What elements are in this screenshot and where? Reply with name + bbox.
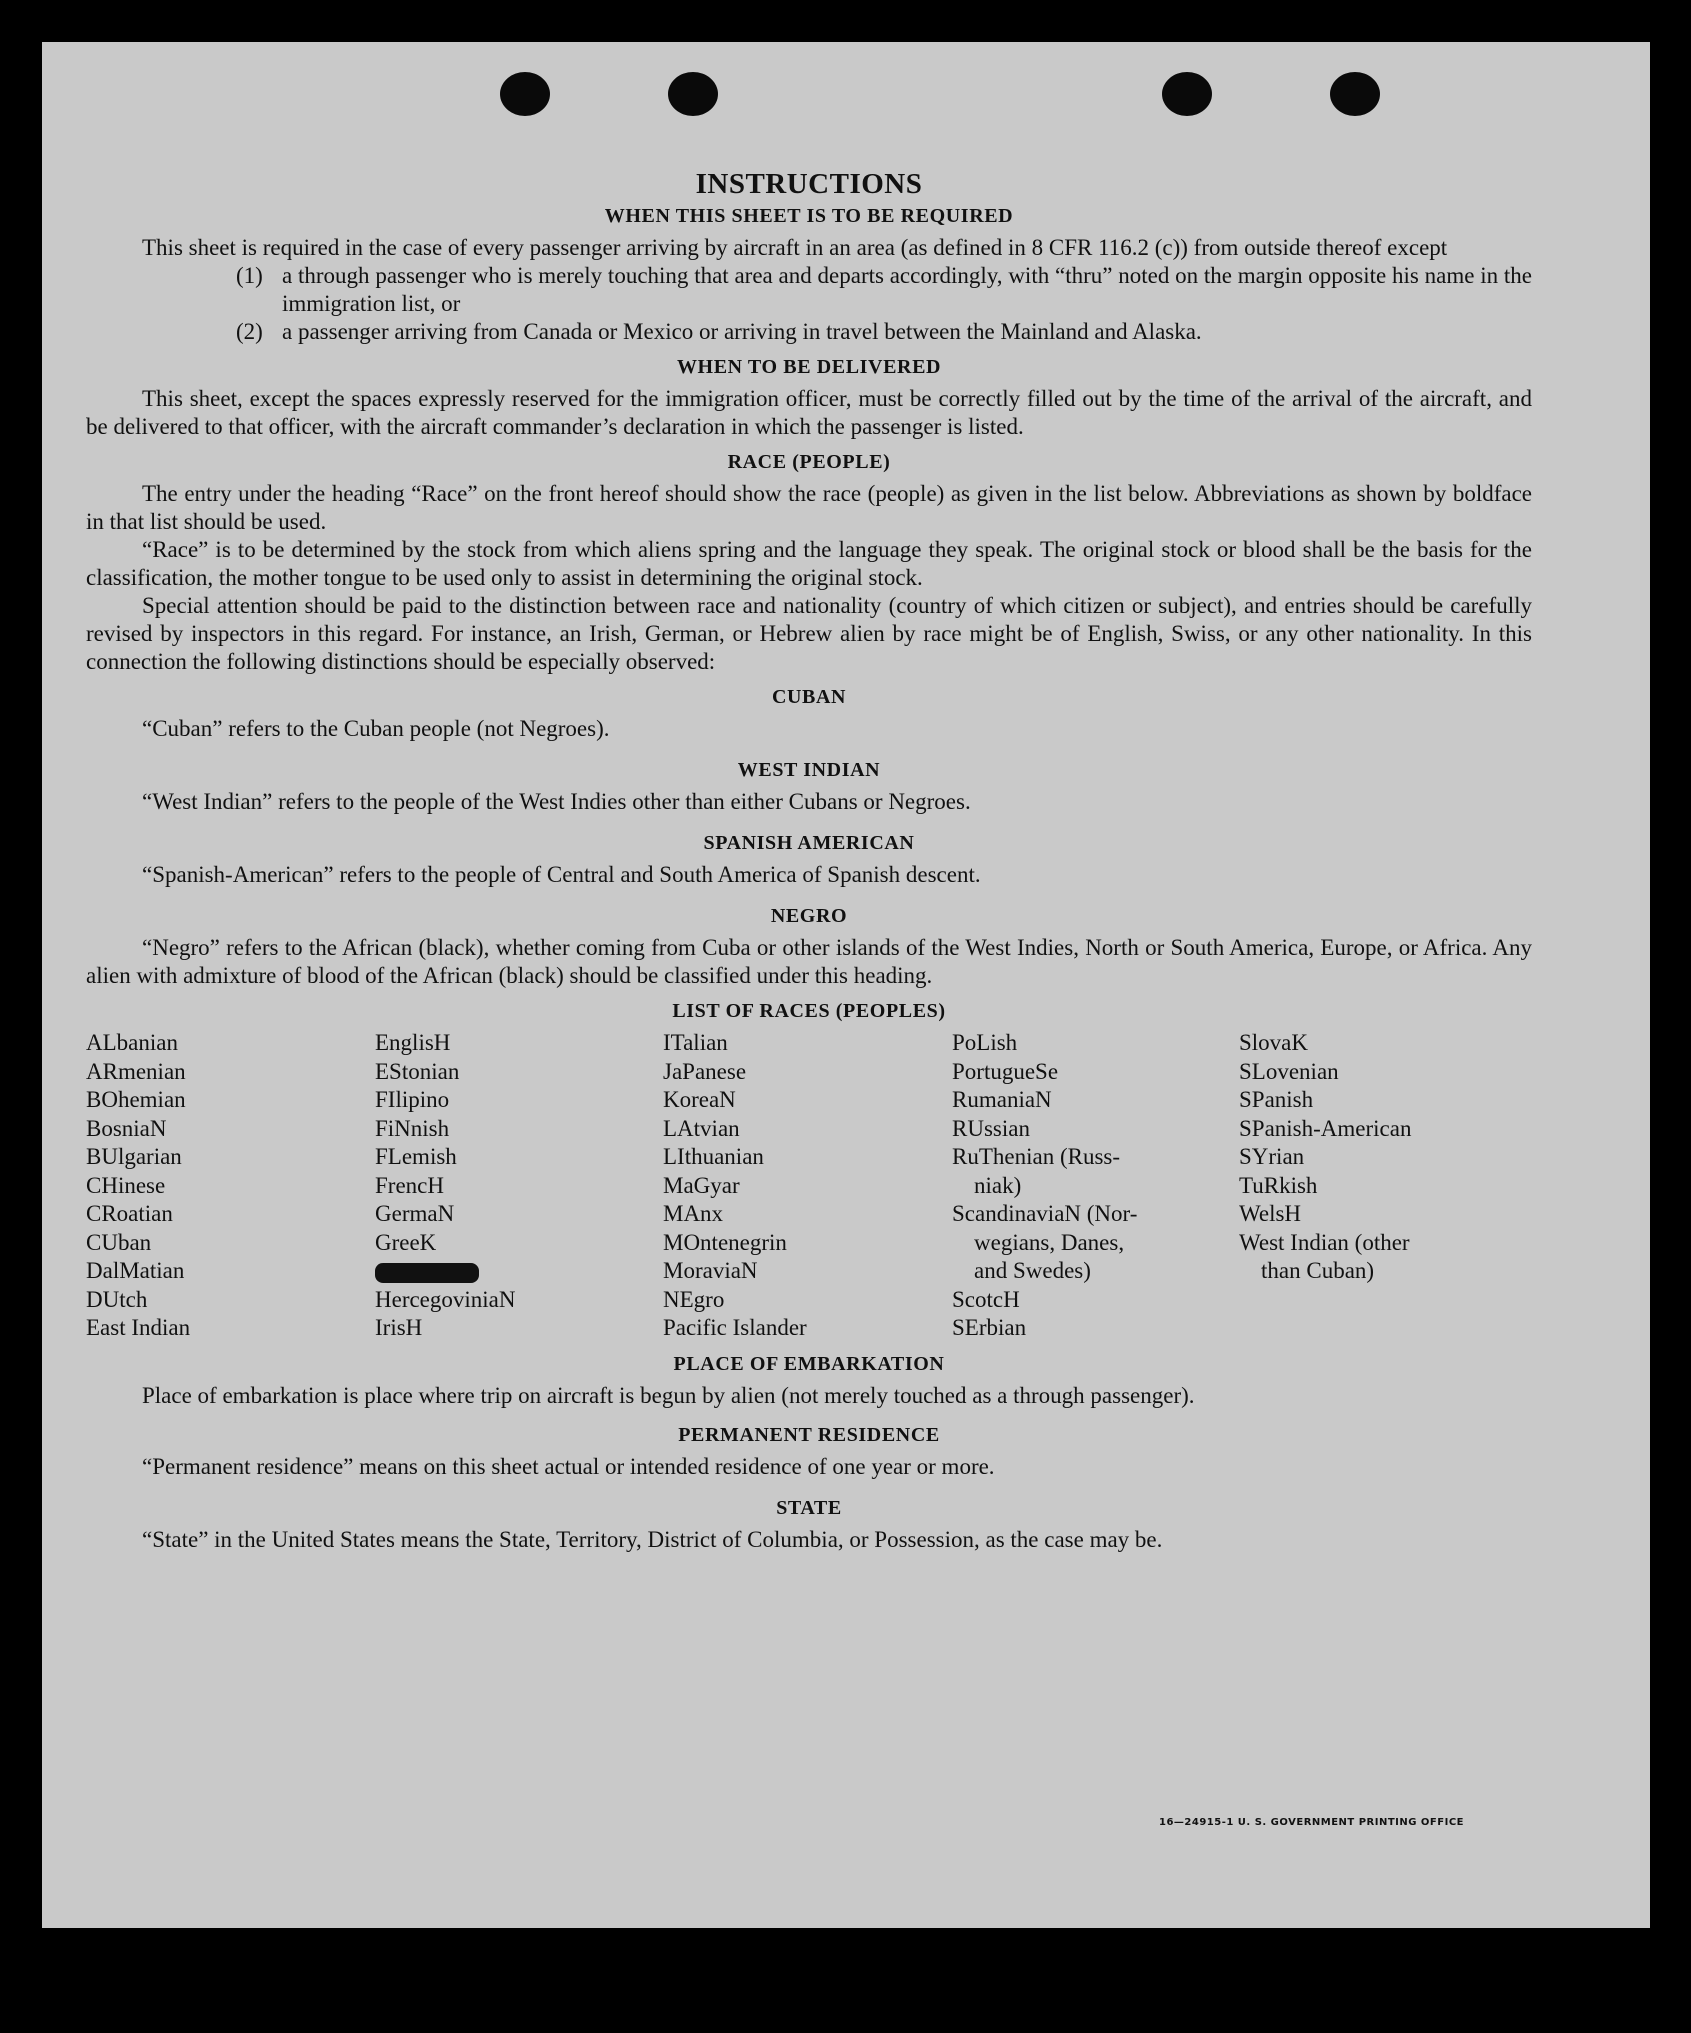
race-entry: ScotcH — [952, 1286, 1020, 1312]
race-entry: MOntenegrin — [663, 1229, 787, 1255]
race-entry: SLovenian — [1239, 1058, 1339, 1084]
race-entry: FLemish — [375, 1144, 457, 1169]
item-text: a through passenger who is merely touching that area and departs accordingly, with “thru” noted on the margin opposite his name in the immigration list, or — [282, 263, 1532, 316]
races-group — [952, 1286, 1239, 1343]
race-entry: niak) — [974, 1172, 1022, 1198]
race-entry: BUlgarian — [86, 1144, 182, 1169]
races-column — [86, 1029, 375, 1343]
paragraph-state: “State” in the United States means the State, Territory, District of Columbia, or Possession, as the case may be. — [142, 1526, 1163, 1552]
races-column — [952, 1029, 1239, 1343]
race-entry: EStonian — [375, 1058, 460, 1084]
paragraph-required: This sheet is required in the case of every passenger arriving by aircraft in an area (as defined in 8 CFR 116.2 (c)) from outside thereof except — [142, 235, 1448, 260]
heading-west-indian: WEST INDIAN — [737, 759, 881, 781]
race-entry: LIthuanian — [663, 1144, 764, 1169]
punch-hole — [1162, 72, 1212, 116]
race-entry: NEgro — [663, 1286, 725, 1312]
race-entry: WelsH — [1239, 1201, 1302, 1226]
race-entry: ARmenian — [86, 1058, 186, 1084]
redacted-entry — [375, 1257, 663, 1286]
races-group — [952, 1029, 1239, 1172]
heading-negro: NEGRO — [770, 905, 848, 927]
race-entry: LAtvian — [663, 1115, 740, 1141]
heading-embarkation: PLACE OF EMBARKATION — [673, 1352, 945, 1375]
paragraph-race-2: “Race” is to be determined by the stock from which aliens spring and the language they speak. The original stock or blood shall be the basis for the classification, the mother tongue to be used only to assist in determining the original stock. — [86, 537, 1532, 590]
race-entry: MaGyar — [663, 1172, 740, 1198]
race-entry: EnglisH — [375, 1030, 451, 1055]
race-entry: TuRkish — [1239, 1172, 1318, 1198]
race-entry: ALbanian — [86, 1030, 178, 1055]
race-entry: CRoatian — [86, 1201, 173, 1226]
paragraph-west-indian: “West Indian” refers to the people of the West Indies other than either Cubans or Negroes. — [142, 789, 971, 814]
race-entry: and Swedes) — [974, 1258, 1091, 1283]
race-entry: SPanish — [1239, 1087, 1314, 1112]
races-column — [1239, 1029, 1532, 1343]
race-entry: PoLish — [952, 1030, 1018, 1055]
list-item — [86, 262, 1532, 318]
race-entry: FIlipino — [375, 1087, 450, 1112]
races-group — [375, 1029, 663, 1257]
item-text: a passenger arriving from Canada or Mexico or arriving in travel between the Mainland and Alaska. — [282, 319, 1202, 344]
race-entry: DalMatian — [86, 1258, 185, 1283]
paragraph-race-3: Special attention should be paid to the distinction between race and nationality (country of which citizen or subject), and entries should be carefully revised by inspectors in this regard. For instance, an Irish, German, or Hebrew alien by race might be of English, Swiss, or any other nationality. In this connection the following distinctions should be especially observed: — [86, 593, 1532, 674]
race-entry: SPanish-American — [1239, 1115, 1412, 1141]
document-sheet — [42, 42, 1650, 1928]
race-entry: CUban — [86, 1229, 152, 1255]
races-column — [375, 1029, 663, 1343]
item-number: (2) — [236, 319, 263, 344]
heading-when-delivered: WHEN TO BE DELIVERED — [676, 356, 942, 378]
race-entry: East Indian — [86, 1315, 191, 1340]
heading-list-of-races: LIST OF RACES (PEOPLES) — [672, 1000, 946, 1022]
race-entry: PortugueSe — [952, 1058, 1059, 1084]
printing-office-footnote: 16—24915-1 U. S. GOVERNMENT PRINTING OFFICE — [1159, 1817, 1464, 1828]
race-entry: IrisH — [375, 1315, 423, 1340]
paragraph-cuban: “Cuban” refers to the Cuban people (not Negroes). — [142, 716, 610, 741]
race-entry: SlovaK — [1239, 1030, 1308, 1055]
race-entry: ScandinaviaN (Nor- — [952, 1201, 1138, 1226]
paragraph-embarkation: Place of embarkation is place where trip on aircraft is begun by alien (not merely touched as a through passenger). — [142, 1382, 1195, 1408]
heading-spanish-american: SPANISH AMERICAN — [703, 832, 915, 854]
race-entry: BosniaN — [86, 1115, 167, 1141]
races-column — [663, 1029, 952, 1343]
race-entry: GreeK — [375, 1229, 437, 1255]
race-entry: RumaniaN — [952, 1087, 1052, 1112]
race-entry: than Cuban) — [1261, 1258, 1375, 1283]
race-entry: JaPanese — [663, 1058, 747, 1084]
list-item — [86, 318, 1532, 346]
race-entry: GermaN — [375, 1201, 455, 1226]
paragraph-delivered: This sheet, except the spaces expressly reserved for the immigration officer, must be correctly filled out by the time of the arrival of the aircraft, and be delivered to that officer, with the aircraft commander’s declaration in which the passenger is listed. — [86, 386, 1532, 439]
race-entry: BOhemian — [86, 1087, 186, 1112]
race-entry: DUtch — [86, 1286, 148, 1312]
race-entry: RuThenian (Russ- — [952, 1144, 1121, 1169]
document-body — [86, 168, 1532, 1554]
paragraph-negro: “Negro” refers to the African (black), whether coming from Cuba or other islands of the West Indies, North or South America, Europe, or Africa. Any alien with admixture of blood of the African (black) should be classified under this heading. — [86, 935, 1532, 988]
race-entry: RUssian — [952, 1115, 1030, 1141]
race-entry: FrencH — [375, 1172, 444, 1198]
race-entry: ITalian — [663, 1030, 728, 1055]
race-entry: HercegoviniaN — [375, 1286, 516, 1312]
races-list — [86, 1029, 1532, 1343]
heading-cuban: CUBAN — [771, 686, 847, 708]
races-group — [1239, 1029, 1532, 1257]
heading-state: STATE — [776, 1496, 842, 1519]
race-entry: SErbian — [952, 1315, 1027, 1340]
race-entry: MAnx — [663, 1201, 724, 1226]
race-entry: FiNnish — [375, 1115, 450, 1141]
races-group — [375, 1286, 663, 1343]
punch-hole — [1330, 72, 1380, 116]
heading-when-required: WHEN THIS SHEET IS TO BE REQUIRED — [604, 205, 1014, 227]
heading-permanent-residence: PERMANENT RESIDENCE — [678, 1423, 940, 1446]
paragraph-race-1: The entry under the heading “Race” on the front hereof should show the race (people) as given in the list below. Abbreviations as shown by boldface in that list should be used. — [86, 481, 1532, 534]
paragraph-permanent-residence: “Permanent residence” means on this sheet actual or intended residence of one year or more. — [142, 1453, 995, 1479]
race-entry: SYrian — [1239, 1144, 1305, 1169]
punch-hole — [500, 72, 550, 116]
heading-race: RACE (PEOPLE) — [727, 451, 891, 473]
punch-hole — [668, 72, 718, 116]
race-entry: West Indian (other — [1239, 1229, 1410, 1255]
race-entry: wegians, Danes, — [974, 1229, 1125, 1255]
race-entry: Pacific Islander — [663, 1315, 807, 1340]
paragraph-spanish-american: “Spanish-American” refers to the people of Central and South America of Spanish descent. — [142, 862, 981, 887]
item-number: (1) — [236, 263, 263, 288]
race-entry: KoreaN — [663, 1087, 736, 1112]
race-entry: MoraviaN — [663, 1258, 758, 1283]
page-title: INSTRUCTIONS — [695, 168, 923, 200]
race-entry: CHinese — [86, 1172, 166, 1198]
